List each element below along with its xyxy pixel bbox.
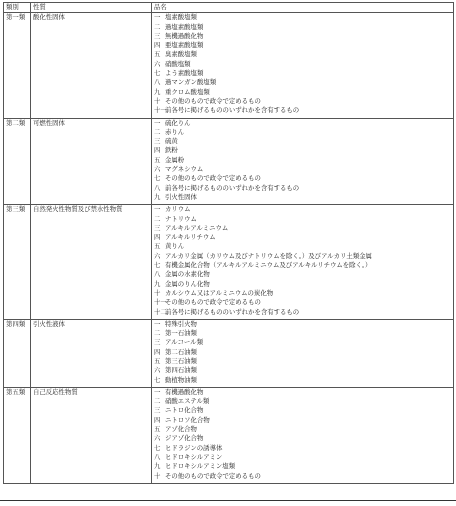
item-name: アゾ化合物 (165, 425, 197, 434)
item-number: 十一 (154, 106, 167, 115)
list-item (154, 233, 451, 242)
item-number: 三 (154, 31, 161, 40)
list-item (154, 298, 451, 307)
list-item (154, 434, 451, 443)
hazard-class: 第一類 (4, 13, 31, 118)
item-number: 八 (154, 270, 161, 279)
list-item (154, 444, 451, 453)
item-name: 動植物油類 (165, 375, 197, 384)
list-item (154, 320, 451, 329)
table-row (4, 387, 454, 483)
list-item (154, 338, 451, 347)
item-number: 一 (154, 13, 161, 22)
hazard-nature: 引火性液体 (31, 319, 152, 387)
list-item (154, 184, 451, 193)
item-name: ヒドラジンの誘導体 (165, 443, 223, 452)
item-number: 十一 (154, 298, 167, 307)
item-number: 五 (154, 242, 161, 251)
item-number: 九 (154, 279, 161, 288)
item-number: 二 (154, 397, 161, 406)
item-name: ヒドロキシルアミン (165, 452, 223, 461)
item-name: ジアゾ化合物 (165, 434, 204, 443)
item-number: 八 (154, 78, 161, 87)
item-name: 重クロム酸塩類 (165, 87, 210, 96)
list-item (154, 174, 451, 183)
list-item (154, 242, 451, 251)
list-item (154, 224, 451, 233)
hazard-class: 第三類 (4, 205, 31, 320)
list-item (154, 357, 451, 366)
list-item (154, 193, 451, 202)
item-number: 四 (154, 146, 161, 155)
hazardous-materials-table (3, 2, 454, 484)
item-name: 硫黄 (165, 137, 178, 146)
item-number: 一 (154, 205, 161, 214)
item-name: 硫化りん (165, 118, 191, 127)
item-name: 第四石油類 (165, 366, 197, 375)
list-item (154, 13, 451, 22)
list-item (154, 406, 451, 415)
item-name: ナトリウム (165, 214, 197, 223)
item-number: 九 (154, 87, 161, 96)
item-name: その他のもので政令で定めるもの (165, 471, 261, 480)
list-item (154, 366, 451, 375)
item-number: 四 (154, 415, 161, 424)
item-number: 二 (154, 127, 161, 136)
item-name: ヒドロキシルアミン塩類 (165, 462, 236, 471)
item-list (152, 387, 454, 483)
item-number: 五 (154, 356, 161, 365)
list-item (154, 425, 451, 434)
header-nature: 性質 (31, 3, 152, 13)
item-number: 六 (154, 434, 161, 443)
item-number: 七 (154, 261, 161, 270)
item-number: 二 (154, 22, 161, 31)
item-number: 五 (154, 425, 161, 434)
item-name: 引火性固体 (165, 192, 197, 201)
header-class: 類別 (4, 3, 31, 13)
item-name: 過マンガン酸塩類 (165, 78, 217, 87)
item-name: 赤りん (165, 127, 185, 136)
item-name: 第三石油類 (165, 356, 197, 365)
list-item (154, 78, 451, 87)
list-item (154, 329, 451, 338)
item-name: アルカリ金属（カリウム及びナトリウムを除く。）及びアルカリ土類金属 (165, 251, 372, 260)
item-name: 臭素酸塩類 (165, 50, 197, 59)
table-body (4, 13, 454, 484)
item-name: 有機金属化合物（アルキルアルミニウム及びアルキルリチウムを除く。） (165, 261, 372, 270)
item-name: 前各号に掲げるもののいずれかを含有するもの (165, 106, 300, 115)
table-row (4, 118, 454, 205)
item-list (152, 319, 454, 387)
item-number: 七 (154, 375, 161, 384)
list-item (154, 156, 451, 165)
hazard-class: 第四類 (4, 319, 31, 387)
item-number: 十二 (154, 307, 167, 316)
item-number: 六 (154, 251, 161, 260)
item-number: 一 (154, 319, 161, 328)
item-name: その他のもので政令で定めるもの (165, 174, 261, 183)
item-number: 九 (154, 192, 161, 201)
table-row (4, 205, 454, 320)
item-number: 五 (154, 155, 161, 164)
item-name: 硝酸塩類 (165, 59, 191, 68)
item-number: 六 (154, 366, 161, 375)
list-item (154, 270, 451, 279)
item-number: 一 (154, 118, 161, 127)
list-item (154, 280, 451, 289)
list-item (154, 119, 451, 128)
item-number: 十 (154, 471, 161, 480)
item-number: 八 (154, 452, 161, 461)
hazardous-materials-document (3, 2, 453, 484)
item-number: 三 (154, 338, 161, 347)
item-name: アルキルリチウム (165, 233, 216, 242)
item-number: 十 (154, 288, 161, 297)
item-name: 硝酸エステル類 (165, 397, 210, 406)
item-number: 九 (154, 462, 161, 471)
item-name: アルコール類 (165, 338, 203, 347)
item-number: 一 (154, 387, 161, 396)
hazard-nature: 可燃性固体 (31, 118, 152, 205)
item-list (152, 13, 454, 118)
list-item (154, 137, 451, 146)
list-item (154, 50, 451, 59)
list-item (154, 376, 451, 385)
item-number: 四 (154, 233, 161, 242)
header-item-names: 品名 (152, 3, 454, 13)
item-name: カリウム (165, 205, 191, 214)
list-item (154, 23, 451, 32)
hazard-nature: 酸化性固体 (31, 13, 152, 118)
list-item (154, 308, 451, 317)
list-item (154, 60, 451, 69)
item-number: 八 (154, 183, 161, 192)
list-item (154, 32, 451, 41)
item-name: 第二石油類 (165, 347, 197, 356)
item-name: 無機過酸化物 (165, 31, 204, 40)
item-name: 塩素酸塩類 (165, 13, 197, 22)
item-name: アルキルアルミニウム (165, 223, 229, 232)
item-name: マグネシウム (165, 165, 204, 174)
hazard-class: 第五類 (4, 387, 31, 483)
item-number: 三 (154, 223, 161, 232)
list-item (154, 205, 451, 214)
list-item (154, 41, 451, 50)
item-number: 二 (154, 329, 161, 338)
item-name: よう素酸塩類 (165, 69, 204, 78)
item-number: 三 (154, 137, 161, 146)
item-name: その他のもので政令で定めるもの (165, 96, 261, 105)
item-number: 七 (154, 443, 161, 452)
list-item (154, 106, 451, 115)
item-number: 七 (154, 174, 161, 183)
hazard-class: 第二類 (4, 118, 31, 205)
page-bottom-rule (0, 500, 456, 501)
list-item (154, 146, 451, 155)
list-item (154, 472, 451, 481)
list-item (154, 261, 451, 270)
list-item (154, 165, 451, 174)
item-name: 亜塩素酸塩類 (165, 41, 204, 50)
item-name: ニトロソ化合物 (165, 415, 210, 424)
table-header-row (4, 3, 454, 13)
list-item (154, 97, 451, 106)
item-name: 金属の水素化物 (165, 270, 210, 279)
item-number: 四 (154, 41, 161, 50)
list-item (154, 416, 451, 425)
hazard-nature: 自然発火性物質及び禁水性物質 (31, 205, 152, 320)
item-name: 黄りん (165, 242, 185, 251)
item-name: 過塩素酸塩類 (165, 22, 204, 31)
item-name: 金属のりん化物 (165, 279, 210, 288)
list-item (154, 388, 451, 397)
list-item (154, 453, 451, 462)
item-name: ニトロ化合物 (165, 406, 204, 415)
item-name: 特殊引火物 (165, 319, 197, 328)
item-name: カルシウム又はアルミニウムの炭化物 (165, 288, 274, 297)
item-number: 十 (154, 96, 161, 105)
item-name: 鉄粉 (165, 146, 178, 155)
item-name: その他のもので政令で定めるもの (165, 298, 261, 307)
item-name: 金属粉 (165, 155, 185, 164)
item-number: 六 (154, 59, 161, 68)
list-item (154, 128, 451, 137)
hazard-nature: 自己反応性物質 (31, 387, 152, 483)
item-list (152, 205, 454, 320)
list-item (154, 348, 451, 357)
item-number: 六 (154, 165, 161, 174)
table-row (4, 319, 454, 387)
item-number: 三 (154, 406, 161, 415)
table-row (4, 13, 454, 118)
list-item (154, 252, 451, 261)
list-item (154, 289, 451, 298)
item-number: 五 (154, 50, 161, 59)
item-number: 七 (154, 69, 161, 78)
list-item (154, 88, 451, 97)
item-number: 二 (154, 214, 161, 223)
item-name: 前各号に掲げるもののいずれかを含有するもの (165, 183, 300, 192)
list-item (154, 215, 451, 224)
list-item (154, 69, 451, 78)
list-item (154, 462, 451, 471)
item-number: 四 (154, 347, 161, 356)
item-name: 第一石油類 (165, 329, 197, 338)
item-name: 前各号に掲げるもののいずれかを含有するもの (165, 307, 300, 316)
item-name: 有機過酸化物 (165, 387, 204, 396)
item-list (152, 118, 454, 205)
